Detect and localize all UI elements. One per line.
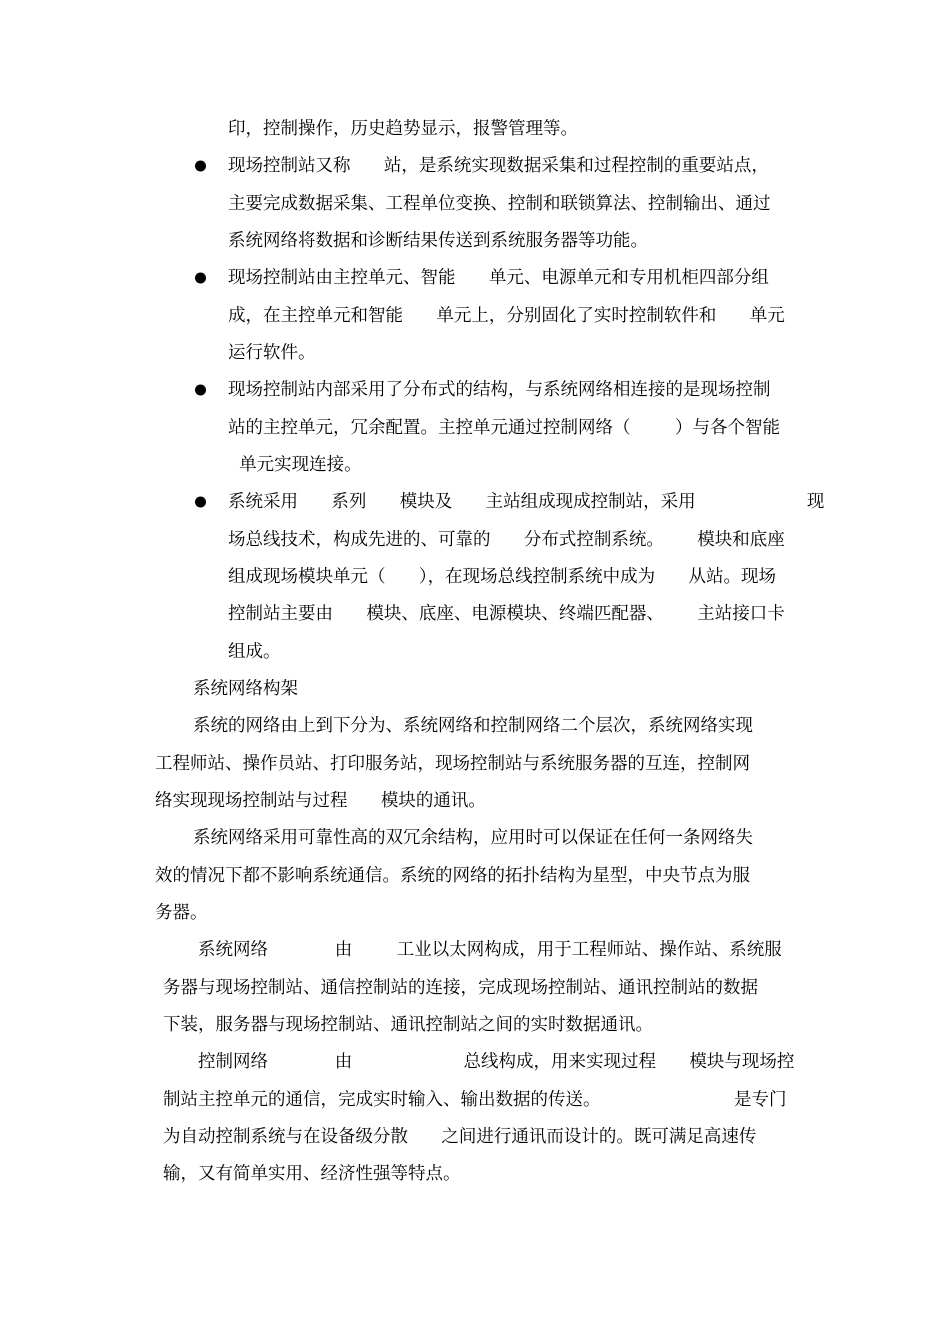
paragraph-2-line-1: 务器与现场控制站、通信控制站的连接，完成现场控制站、通讯控制站的数据 <box>163 978 758 998</box>
paragraph-0-line-0: 系统的网络由上到下分为、系统网络和控制网络二个层次，系统网络实现 <box>193 716 753 736</box>
bullet-3-line-2: 单元实现连接。 <box>228 455 362 475</box>
bullet-marker-1 <box>195 161 206 172</box>
bullet-4-line-1: 场总线技术，构成先进的、可靠的 分布式控制系统。 模块和底座 <box>228 530 785 550</box>
paragraph-3-line-2: 为自动控制系统与在设备级分散 之间进行通讯而设计的。既可满足高速传 <box>163 1127 757 1147</box>
bullet-2-line-2: 运行软件。 <box>228 343 316 363</box>
paragraph-0-line-1: 工程师站、操作员站、打印服务站，现场控制站与系统服务器的互连，控制网 <box>155 754 750 774</box>
paragraph-3-line-1: 制站主控单元的通信，完成实时输入、输出数据的传送。 是专门 <box>163 1090 787 1110</box>
paragraph-0-line-2: 络实现现场控制站与过程 模块的通讯。 <box>155 791 486 811</box>
paragraph-2-line-0: 系统网络 由 工业以太网构成，用于工程师站、操作站、系统服 <box>198 940 782 960</box>
bullet-1-line-2: 系统网络将数据和诊断结果传送到系统服务器等功能。 <box>228 231 648 251</box>
bullet-1-line-0: 现场控制站又称 站，是系统实现数据采集和过程控制的重要站点， <box>228 156 769 176</box>
paragraph-2-line-2: 下装，服务器与现场控制站、通讯控制站之间的实时数据通讯。 <box>163 1015 653 1035</box>
bullet-2-line-1: 成，在主控单元和智能 单元上，分别固化了实时控制软件和 单元 <box>228 306 785 326</box>
paragraph-3-line-0: 控制网络 由 总线构成，用来实现过程 模块与现场控 <box>198 1052 795 1072</box>
bullet-marker-4 <box>195 497 206 508</box>
bullet-4-line-2: 组成现场模块单元（ ），在现场总线控制系统中成为 从站。现场 <box>228 567 777 587</box>
paragraph-1-line-2: 务器。 <box>155 903 208 923</box>
section-heading: 系统网络构架 <box>193 679 298 699</box>
bullet-3-line-1: 站的主控单元，冗余配置。主控单元通过控制网络（ ）与各个智能 <box>228 418 780 438</box>
bullet-4-line-4: 组成。 <box>228 642 281 662</box>
bullet-4-line-3: 控制站主要由 模块、底座、电源模块、终端匹配器、 主站接口卡 <box>228 604 785 624</box>
paragraph-3-line-3: 输，又有简单实用、经济性强等特点。 <box>163 1164 461 1184</box>
paragraph-1-line-1: 效的情况下都不影响系统通信。系统的网络的拓扑结构为星型，中央节点为服 <box>155 866 750 886</box>
bullet-3-line-0: 现场控制站内部采用了分布式的结构，与系统网络相连接的是现场控制 <box>228 380 771 400</box>
bullet-marker-2 <box>195 273 206 284</box>
bullet-2-line-0: 现场控制站由主控单元、智能 单元、电源单元和专用机柜四部分组 <box>228 268 769 288</box>
bullet-4-line-0: 系统采用 系列 模块及 主站组成现成控制站，采用 现 <box>228 492 825 512</box>
bullet-marker-3 <box>195 385 206 396</box>
paragraph-1-line-0: 系统网络采用可靠性高的双冗余结构，应用时可以保证在任何一条网络失 <box>193 828 753 848</box>
bullet-0-line-0: 印，控制操作，历史趋势显示，报警管理等。 <box>228 119 578 139</box>
bullet-1-line-1: 主要完成数据采集、工程单位变换、控制和联锁算法、控制输出、通过 <box>228 194 771 214</box>
